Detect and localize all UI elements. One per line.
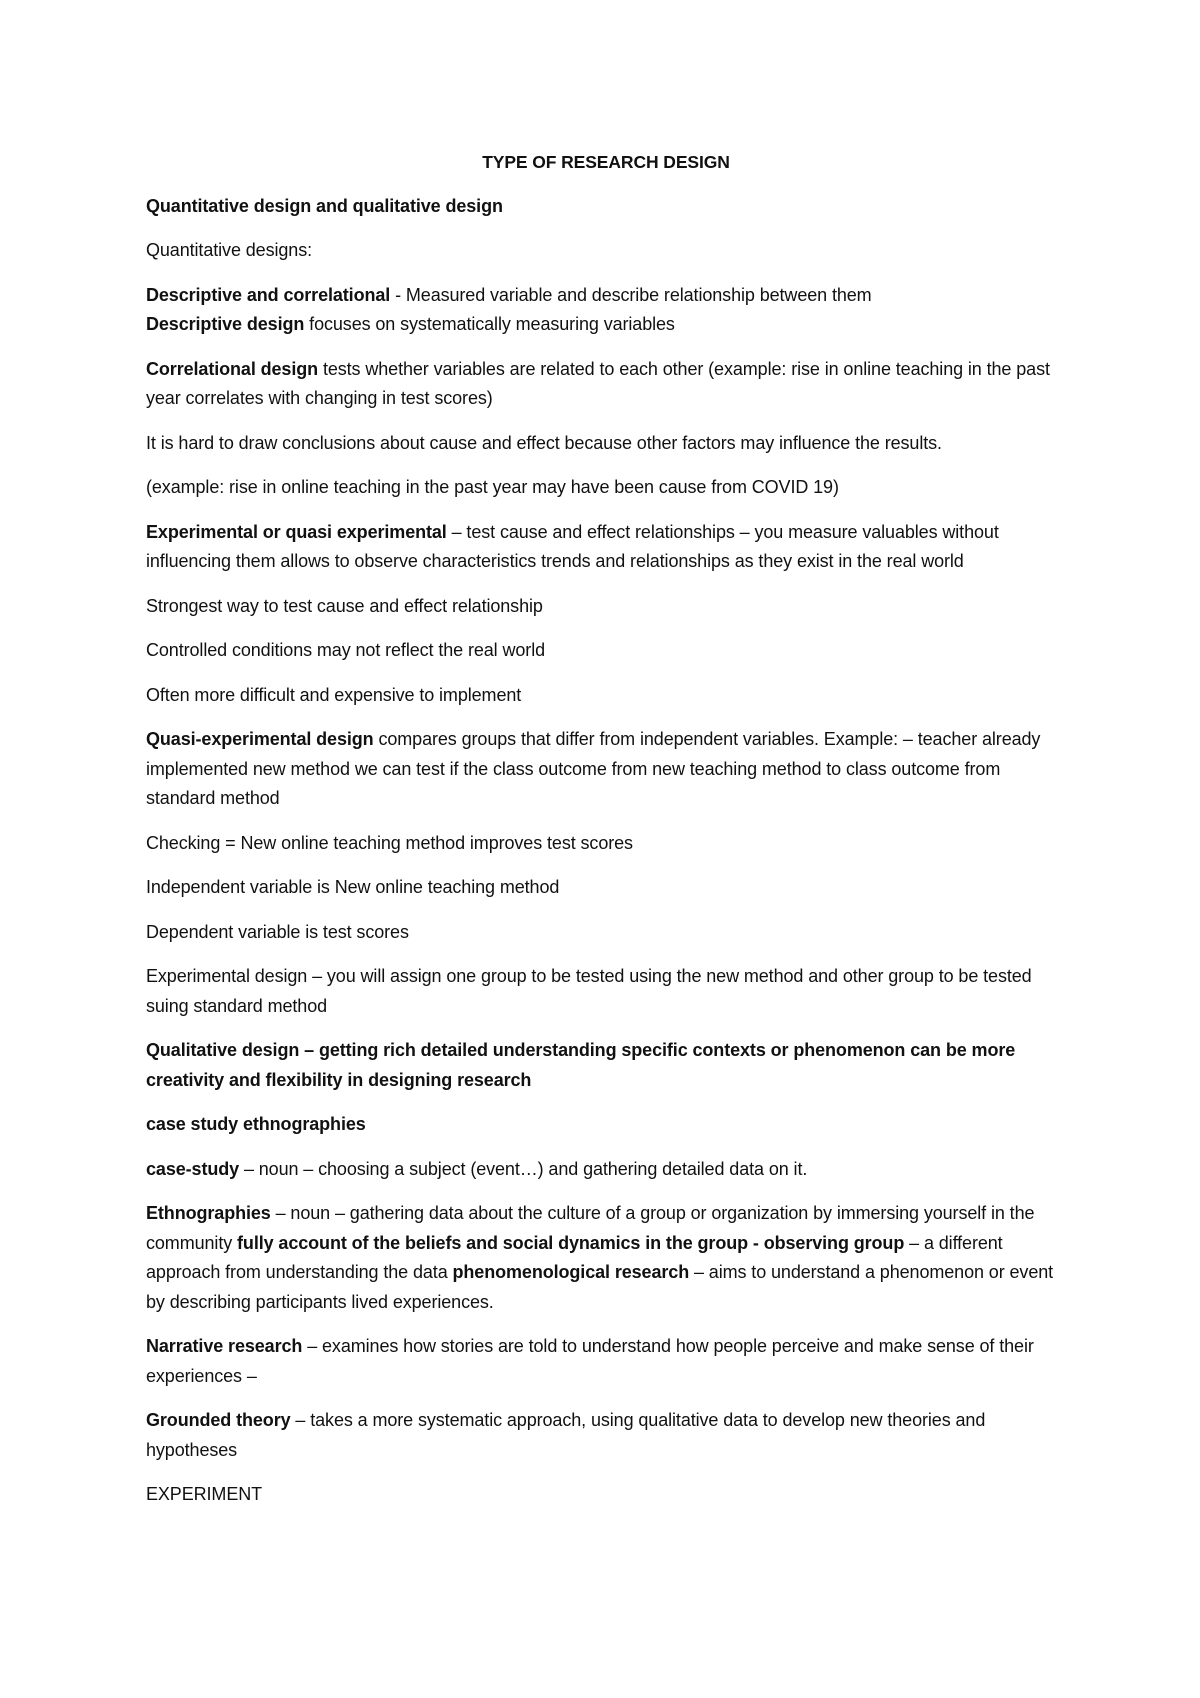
paragraph-dependent-variable [146, 918, 1066, 948]
document-title: TYPE OF RESEARCH DESIGN [482, 152, 730, 172]
paragraph-text: – takes a more systematic approach, using qualitative data to develop new theories and hypotheses [146, 1410, 986, 1460]
paragraph-qualitative-design [146, 1036, 1066, 1095]
paragraph-text: Quantitative designs: [146, 240, 312, 260]
paragraph-text: tests whether variables are related to each other (example: rise in online teaching in the past year correlates with changing in test scores) [146, 358, 1050, 408]
bold-text: Descriptive and correlational [146, 284, 391, 305]
paragraph-cause-effect-conclusions [146, 429, 1066, 459]
paragraph-text: Checking = New online teaching method improves test scores [146, 832, 633, 853]
bold-text: Grounded theory [146, 1410, 291, 1430]
paragraph-experiment [146, 1480, 1066, 1510]
paragraph-text: It is hard to draw conclusions about cause and effect because other factors may influence the results. [146, 432, 942, 453]
paragraph-text: – noun – choosing a subject (event…) and gathering detailed data on it. [239, 1158, 808, 1179]
paragraph-text: – a different approach from understanding the data [146, 1232, 1003, 1282]
paragraph-ethnographies [146, 1199, 1066, 1317]
paragraph-strongest-way [146, 592, 1066, 622]
paragraph-text: (example: rise in online teaching in the past year may have been cause from COVID 19) [146, 477, 839, 497]
bold-text: Descriptive design [146, 314, 305, 334]
bold-text: Narrative research [146, 1336, 303, 1356]
bold-text: Quantitative design and qualitative design [146, 195, 503, 216]
paragraph-text: Strongest way to test cause and effect relationship [146, 595, 543, 616]
paragraph-text: – examines how stories are told to understand how people perceive and make sense of their experiences – [146, 1336, 1034, 1386]
paragraph-quantitative-designs [146, 236, 1066, 266]
paragraph-experimental [146, 518, 1066, 577]
paragraph-text: compares groups that differ from independent variables. Example: – teacher already implemented new method we can test if the class outcome from new teaching method to class outcome from standard method [146, 729, 1041, 808]
paragraph-text: – noun – gathering data about the culture of a group or organization by immersing yourself in the community [146, 1203, 1035, 1253]
bold-text: Ethnographies [146, 1203, 271, 1223]
paragraph-experimental-design [146, 962, 1066, 1021]
paragraph-text: - Measured variable and describe relationship between them [390, 284, 872, 305]
heading-quantitative-qualitative [146, 192, 1066, 222]
bold-text: Qualitative design – getting rich detailed understanding specific contexts or phenomenon can be more creativity and flexibility in designing research [146, 1040, 1016, 1090]
document-body [146, 148, 1066, 1525]
paragraph-narrative-research [146, 1332, 1066, 1391]
paragraph-text: EXPERIMENT [146, 1484, 263, 1504]
paragraph-text: Independent variable is New online teaching method [146, 877, 560, 897]
bold-text: Experimental or quasi experimental [146, 521, 447, 542]
bold-text: phenomenological research [452, 1262, 690, 1282]
paragraph-text: Experimental design – you will assign one group to be tested using the new method and other group to be tested suing standard method [146, 966, 1032, 1016]
paragraph-grounded-theory [146, 1406, 1066, 1465]
paragraph-text: focuses on systematically measuring variables [304, 314, 675, 334]
paragraph-text: Controlled conditions may not reflect the real world [146, 640, 546, 660]
bold-text: fully account of the beliefs and social dynamics in the group - observing group [237, 1232, 905, 1253]
paragraph-difficult-expensive [146, 681, 1066, 711]
paragraph-controlled-conditions [146, 636, 1066, 666]
bold-text: Quasi-experimental design [146, 729, 374, 749]
paragraph-text: – aims to understand a phenomenon or event by describing participants lived experiences. [146, 1262, 1054, 1312]
bold-text: case study ethnographies [146, 1114, 366, 1134]
paragraph-text: Often more difficult and expensive to implement [146, 684, 522, 705]
paragraph-descriptive-design [146, 310, 1066, 340]
paragraph-independent-variable [146, 873, 1066, 903]
paragraph-checking [146, 829, 1066, 859]
paragraph-case-study-ethnographies [146, 1110, 1066, 1140]
bold-text: case-study [146, 1158, 240, 1179]
paragraph-text: – test cause and effect relationships – you measure valuables without influencing them allows to observe characteristics trends and relationships as they exist in the real world [146, 521, 999, 571]
paragraph-case-study [146, 1155, 1066, 1185]
paragraph-correlational-design [146, 355, 1066, 414]
bold-text: Correlational design [146, 358, 319, 379]
paragraph-descriptive-correlational [146, 281, 1066, 311]
paragraph-text: Dependent variable is test scores [146, 921, 409, 942]
paragraph-quasi-experimental-design [146, 725, 1066, 814]
paragraph-covid-example [146, 473, 1066, 503]
